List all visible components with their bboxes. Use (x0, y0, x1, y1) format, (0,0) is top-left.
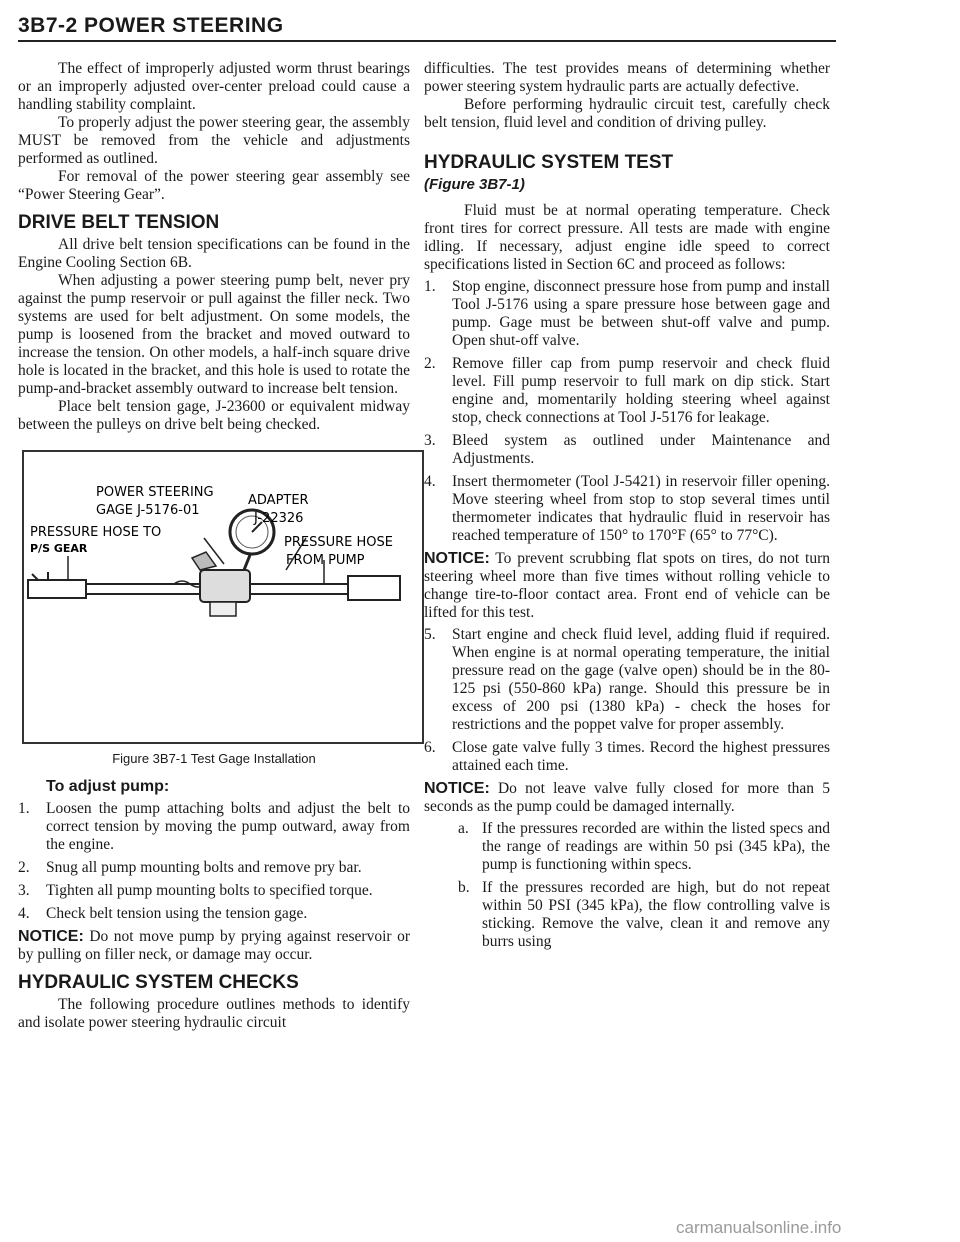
intro-paragraph-3: For removal of the power steering gear assembly see “Power Steering Gear”. (18, 168, 410, 203)
list-item: 4. Insert thermometer (Tool J-5421) in reservoir filler opening. Move steering wheel from stop to stop several times until thermometer indicates that hydraulic fluid in reservoir has reached temperature of 150° to 170°F (65° to 77°C). (424, 473, 830, 544)
gage-illustration (24, 452, 422, 742)
label-from-pump: FROM PUMP (286, 553, 365, 568)
figure-caption: Figure 3B7-1 Test Gage Installation (112, 751, 316, 766)
result-substeps (424, 820, 830, 951)
right-column (424, 60, 830, 956)
intro-paragraph-2: To properly adjust the power steering gear, the assembly MUST be removed from the vehicle and adjustments performed as outlined. (18, 114, 410, 167)
list-item: 1. Loosen the pump attaching bolts and adjust the belt to correct tension by moving the pump outward, away from the engine. (18, 800, 410, 853)
hydraulic-checks-paragraph: The following procedure outlines methods to identify and isolate power steering hydraulic circuit (18, 996, 410, 1031)
label-adapter-number: J-22326 (254, 511, 304, 526)
test-intro-paragraph: Fluid must be at normal operating temperature. Check front tires for correct pressure. All tests are made with engine idling. If necessary, adjust engine idle speed to correct specifications listed in Section 6C and proceed as follows: (424, 202, 830, 273)
hydraulic-test-heading: HYDRAULIC SYSTEM TEST (424, 152, 674, 173)
drive-belt-paragraph-2: When adjusting a power steering pump belt, never pry against the pump reservoir or pull against the filler neck. Two systems are used for belt adjustment. On some models, the pump is loosened from the bracket and moved outward to increase the tension. On other models, a half-inch square drive hole is located in the bracket, and this hole is used to rotate the pump-and-bracket assembly outward to increase belt tension. (18, 272, 410, 397)
list-item: 5. Start engine and check fluid level, adding fluid if required. When engine is at normal operating temperature, the initial pressure read on the gage (valve open) should be in the 80-125 psi (550-860 kPa) range. Should this pressure be in excess of 200 psi (1380 kPa) - check the hoses for restrictions and the poppet valve for proper assembly. (424, 626, 830, 733)
watermark: carmanualsonline.info (676, 1218, 842, 1237)
intro-paragraph-1: The effect of improperly adjusted worm thrust bearings or an improperly adjusted over-center preload could cause a handling stability complaint. (18, 60, 410, 113)
test-steps-1-4 (424, 278, 830, 545)
drive-belt-heading: DRIVE BELT TENSION (18, 212, 220, 233)
label-gage-number: GAGE J-5176-01 (96, 503, 200, 518)
list-item: b. If the pressures recorded are high, but do not repeat within 50 PSI (345 kPa), the flow controlling valve is sticking. Remove the valve, clean it and remove any burrs using (458, 879, 830, 950)
list-item: 2. Snug all pump mounting bolts and remove pry bar. (18, 859, 362, 876)
header-rule (18, 40, 836, 42)
figure-test-gage-installation (22, 450, 424, 744)
list-item: 2. Remove filler cap from pump reservoir and check fluid level. Fill pump reservoir to full mark on dip stick. Start engine and, momentarily holding steering wheel against stop, check connections at Tool J-5176 for leakage. (424, 355, 830, 426)
notice-valve: NOTICE: Do not leave valve fully closed for more than 5 seconds as the pump could be damaged internally. (424, 780, 830, 815)
list-item: 6. Close gate valve fully 3 times. Record the highest pressures attained each time. (424, 739, 830, 774)
adjust-steps (18, 800, 410, 923)
drive-belt-paragraph-1: All drive belt tension specifications can be found in the Engine Cooling Section 6B. (18, 236, 410, 271)
list-item: 4. Check belt tension using the tension gage. (18, 905, 308, 922)
notice-scrubbing: NOTICE: To prevent scrubbing flat spots on tires, do not turn steering wheel more than five times without rolling vehicle to change tire-to-floor contact area. Front end of vehicle can be lifted for this test. (424, 550, 830, 621)
test-steps-5-6 (424, 626, 830, 775)
list-item: 3. Tighten all pump mounting bolts to specified torque. (18, 882, 373, 899)
label-pressure-hose: PRESSURE HOSE (284, 535, 393, 550)
list-item: 3. Bleed system as outlined under Maintenance and Adjustments. (424, 432, 830, 467)
label-pressure-hose-to: PRESSURE HOSE TO (30, 525, 162, 540)
continued-paragraph: difficulties. The test provides means of determining whether power steering system hydraulic parts are actually defective. (424, 60, 830, 95)
adjust-pump-heading: To adjust pump: (46, 778, 170, 795)
label-ps-gear: P/S GEAR (30, 542, 88, 555)
notice-pry: NOTICE: Do not move pump by prying against reservoir or by pulling on filler neck, or damage may occur. (18, 928, 410, 963)
drive-belt-paragraph-3: Place belt tension gage, J-23600 or equivalent midway between the pulleys on drive belt being checked. (18, 398, 410, 433)
hydraulic-checks-heading: HYDRAULIC SYSTEM CHECKS (18, 972, 299, 993)
left-column (18, 60, 410, 1032)
before-paragraph: Before performing hydraulic circuit test, carefully check belt tension, fluid level and condition of driving pulley. (424, 96, 830, 131)
label-power-steering: POWER STEERING (96, 485, 214, 500)
figure-reference: (Figure 3B7-1) (424, 176, 525, 193)
list-item: a. If the pressures recorded are within the listed specs and the range of readings are within 50 psi (345 kPa), the pump is functioning within specs. (458, 820, 830, 873)
page-header: 3B7-2 POWER STEERING (18, 14, 284, 37)
label-adapter: ADAPTER (248, 493, 309, 508)
list-item: 1. Stop engine, disconnect pressure hose from pump and install Tool J-5176 using a spare pressure hose between gage and pump. Gage must be between shut-off valve and pump. Open shut-off valve. (424, 278, 830, 349)
